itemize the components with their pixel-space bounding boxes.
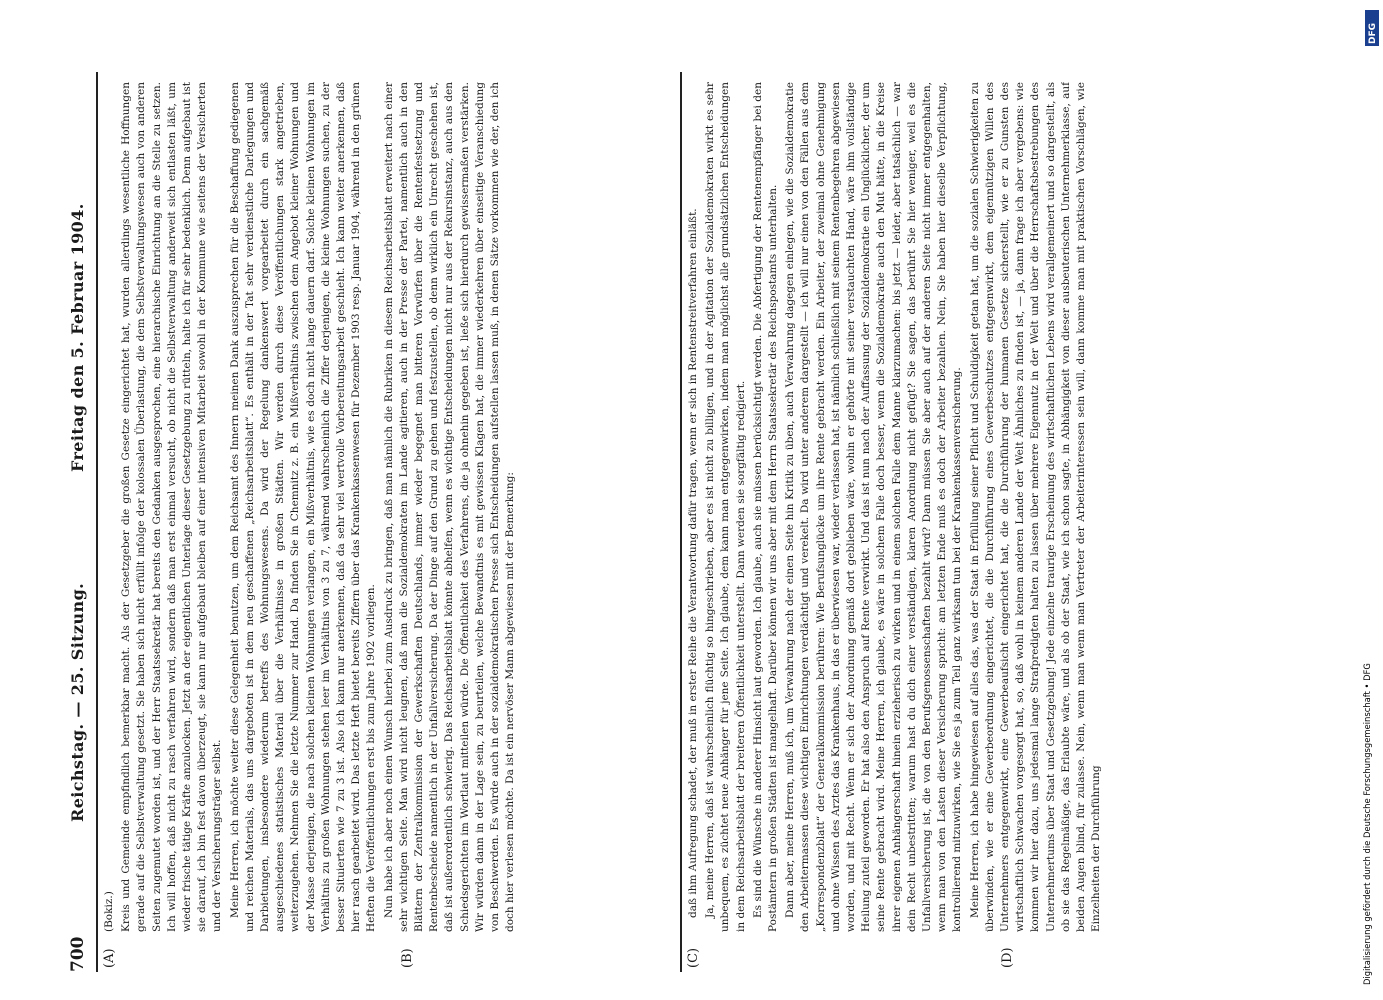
rotated-newspaper-page [40, 72, 1340, 972]
paragraph: Meine Herren, ich möchte weiter diese Gelegenheit benutzen, um dem Reichsamt des Innern meinen Dank auszusprechen für die Beschaffung gediegenen und reichen Materials, das uns dargeboten ist in dem neu geschaffenen „Reichsarbeitsblatt“. Es enthält in der Tat sehr verdienstliche Darlegungen und Darbietungen, insbesondere wiederum betreffs des Wohnungswesens. Da wird der Regelung dankenswert vorgearbeitet durch ein sachgemäß ausgeschiedenes statistisches Material über die Verhältnisse in großen Städten. Wir werden durch diese Veröffentlichungen stark angetrieben, weiterzugehen. Nehmen Sie die letzte Nummer zur Hand. Da finden Sie in Chemnitz z. B. ein Mißverhältnis zwischen dem Angebot kleiner Wohnungen und der Masse derjenigen, die nach solchen kleinen Wohnungen verlangen, ein Mißverhältnis, wie es doch nicht lange dauern darf. Solche kleinen Wohnungen im Verhältnis zu großen Wohnungen stehen leer im Verhältnis von 3 zu 7, während wahrscheinlich die Ziffer derjenigen, die kleine Wohnungen suchen, zu der besser Situierten wie 7 zu 3 ist. Also ich kann nur anerkennen, daß da sehr viel wertvolle Vorbereitungsarbeit geschieht. Ich kann weiter anerkennen, daß hier rasch gearbeitet wird. Das letzte Heft bietet bereits Ziffern über das Krankenkassenwesen für Dezember 1903 resp. Januar 1904, während in den grünen Heften die Veröffentlichungen erst bis zum Jahre 1902 vorliegen. [228, 82, 378, 932]
paragraph: Ja, meine Herren, daß ist wahrscheinlich flüchtig so hingeschrieben, aber es ist nicht zu billigen, und in der Agitation der Sozialdemokraten wirkt es sehr unbequem, es züchtet neue Anhänger für jene Seite. Ich glaube, dem kann man entgegenwirken, indem man möglichst alle grundsätzlichen Entscheidungen in dem Reichsarbeitsblatt der breiteren Öffentlichkeit unterstellt. Dann werden sie sorgfältig redigiert. [704, 82, 747, 932]
margin-letter-c: (C) [686, 947, 701, 968]
section-heading: Reichstag. — 25. Sitzung. [68, 582, 87, 822]
text-column-left [102, 82, 674, 932]
header-rule [96, 72, 98, 972]
margin-letter-d: (D) [1000, 947, 1015, 968]
paragraph: Kreis und Gemeinde empfindlich bemerkbar macht. Als der Gesetzgeber die großen Gesetze eingerichtet hat, wurden allerdings wesentliche Hoffnungen gerade auf die Selbstverwaltung gesetzt. Sie haben sich nicht erfüllt infolge der kolossalen Überlastung, die dem Selbstverwaltungswesen auch von anderen Seiten zugemutet worden ist, und der Herr Staatssekretär hat bereits den Gedanken ausgesprochen, eine hierarchische Einrichtung an die Stelle zu setzen. Ich will hoffen, daß nicht zu rasch verfahren wird, sondern daß man erst einmal versucht, ob nicht die Selbstverwaltung anderweit sich entlasten läßt, um wieder frische tätige Kräfte anzulocken. Jetzt an der eigentlichen Unterlage dieser Gesetzgebung zu rütteln, halte ich für sehr bedenklich. Denn aufgebaut ist sie darauf, ich bin fest davon überzeugt, sie kann nur aufgebaut bleiben auf einer intensiven Mitarbeit sowohl in der Kommune wie seitens der Versicherten und der Versicherungsträger selbst. [120, 82, 224, 932]
paragraph: Nun habe ich aber noch einen Wunsch hierbei zum Ausdruck zu bringen, daß man nämlich die Rubriken in diesem Reichsarbeitsblatt erweitert nach einer sehr wichtigen Seite. Man wird nicht leugnen, daß man die Sozialdemokraten im Lande agitieren, auch in der Presse der Partei, namentlich auch in den Blättern der Zentralkommission der Gewerkschaften Deutschlands, immer wieder begegnet man bitteren Vorwürfen über die Rentenfestsetzung und Rentenbescheide namentlich in der Unfallversicherung. Da der Dinge auf den Grund zu gehen und festzustellen, ob denn wirklich ein Unrecht geschehen ist, daß ist außerordentlich schwierig. Das Reichsarbeitsblatt könnte abhelfen, wenn es wichtige Entscheidungen nicht nur aus der Rekursinstanz, auch aus den Schiedsgerichten im Wortlaut mitteilen würde. Die Öffentlichkeit des Verfahrens, die ja ohnehin gegeben ist, ließe sich hierdurch gewissermaßen verstärken. Wir würden dann in der Lage sein, zu beurteilen, welche Bewandtnis es mit gewissen Klagen hat, die immer wiederkehren über einseitige Veranschiedung von Beschwerden. Es würde auch in der sozialdemokratischen Presse sich Entscheidungen aufstellen lassen muß, in denen Sätze vorkommen wie der, den ich doch hier verlesen möchte. Da ist ein nervöser Mann abgewiesen mit der Bemerkung: [382, 82, 517, 932]
digitization-notice: Digitalisierung gefördert durch die Deutsche Forschungsgemeinschaft • DFG [1362, 663, 1372, 985]
column-divider [680, 72, 682, 972]
paragraph: daß ihm Aufregung schadet, der muß in erster Reihe die Verantwortung dafür tragen, wenn er sich in Rentenstreitverfahren einläßt. [687, 208, 699, 918]
dfg-logo-label: DFG [1368, 22, 1378, 44]
date-heading: Freitag den 5. Februar 1904. [68, 203, 87, 472]
margin-letter-a: (A) [102, 948, 117, 968]
text-column-right [686, 82, 1326, 932]
paragraph: Dann aber, meine Herren, muß ich, um Verwahrung nach der einen Seite hin Kritik zu üben, auch Verwahrung dagegen einlegen, wie die Sozialdemokratie den Arbeitermassen diese wichtigen Einrichtungen verdächtigt und verekelt. Da wird unter anderem dargestellt — ich will nur einen von den Fällen aus dem „Korrespondenzblatt“ der Generalkommission berühren: Wie Berufsunglücke um ihre Rente gebracht werden. Ein Arbeiter, der zweimal ohne Genehmigung und ohne Wissen des Arztes das Krankenhaus, in das er überwiesen war, wieder verlassen hat, ist nämlich schließlich mit seinem Rentenbegehren abgewiesen worden, und mit Recht. Wenn er sich der Anordnung gemäß dort geblieben wäre, wohin er gehörte mit seiner verstauchten Hand, wäre ihm vollständige Heilung zuteil geworden. Er hat also den Anspruch auf Rente verwirkt. Und das ist nun nach der Auffassung der Sozialdemokratie ein Unglücklicher, der um seine Rente gebracht wird. Meine Herren, ich glaube, es wäre in solchem Falle doch besser, wenn die Sozialdemokratie auch den Mut hätte, in die Kreise ihrer eigenen Anhängerschaft hinein erzieherisch zu wirken und in einem solchen Falle dem Manne klarzumachen: bis jetzt — leider, aber tatsächlich — war dein Recht unbestritten; warum hast du dich einer verständigen, klaren Anordnung nicht gefügt? Sie sagen, das berührt Sie hier weniger, weil es die Unfallversicherung ist, die von den Berufsgenossenschaften bezahlt wird? Dann müssen Sie aber auch auf der anderen Seite nicht immer entgegenhalten, wenn man von den Lasten dieser Versicherung spricht: am letzten Ende muß es doch der Arbeiter bezahlen. Nein, Sie haben hier dieselbe Verpflichtung, kontrollierend mitzuwirken, wie Sie es ja zum Teil ganz wirksam tun bei der Krankenkassenversicherung. [784, 82, 964, 932]
speaker-reference: (Bokiz.) [103, 891, 115, 932]
paragraph: Es sind die Wünsche in anderer Hinsicht laut geworden. Ich glaube, auch sie müssen berücksichtigt werden. Die Abfertigung der Rentenempfänger bei den Postämtern in großen Städten ist mangelhaft. Darüber können wir uns aber mit dem Herrn Staatssekretär des Reichspostamts unterhalten. [751, 82, 780, 932]
page-number: 700 [68, 936, 88, 972]
paragraph: Meine Herren, ich habe hingewiesen auf alles das, was der Staat in Erfüllung seiner Pflicht und Schuldigkeit getan hat, um die sozialen Schwierigkeiten zu überwinden, wie er eine Gewerbeordnung eingerichtet, die die Durchführung eines Gewerbeschutzes entgegenwirkt, dem eigennützigen Willen des Unternehmers entgegenwirkt, eine Gewerbeaufsicht eingerichtet hat, die die Durchführung der humanen Gesetze sicherstellt, wie er zu Gunsten des wirtschaftlich Schwachen vorgesorgt hat, so, daß wohl in keinem anderen Lande der Welt Ähnliches zu finden ist, — ja, dann frage ich aber vergebens: wie kommen wir hier dazu, uns jedesmal lange Strafpredigten halten zu lassen über mehrere Eigennutz in der Welt und über die Herrschaftsbestrebungen des Unternehmertums über Staat und Gesetzgebung! Jede einzelne traurige Erscheinung des wirtschaftlichen Lebens wird verallgemeinert und so dargestellt, als ob sie das Regelmäßige, das Erlaubte wäre, und als ob der Staat, wie ich schon sagte, in Abhängigkeit von dieser ausbeuterischen Unternehmerklasse, auf beiden Augen blind, für zulasse. Nein, wenn man wenn man Vertreter der Arbeiterinteressen sein will, dann komme man mit praktischen Vorschlägen, wie Einzelheiten der Durchführung [968, 82, 1103, 932]
margin-letter-b: (B) [400, 948, 415, 968]
